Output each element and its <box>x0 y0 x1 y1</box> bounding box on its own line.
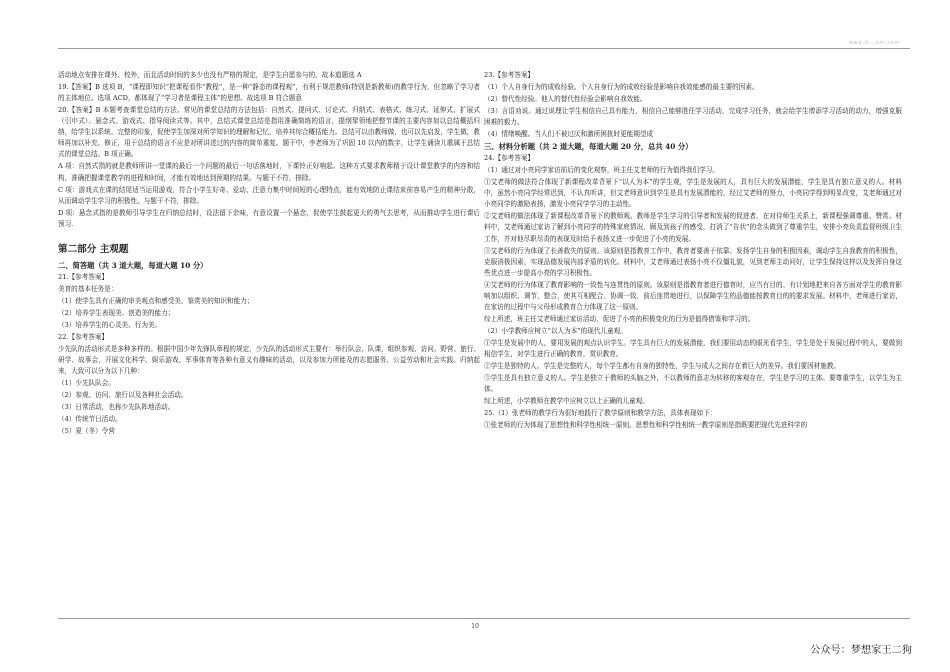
paragraph: 25.（1）张老师的教学行为很好地践行了教学原则和教学方法，具体表现如下： <box>484 408 717 417</box>
paragraph: ③学生是具有独立意义的人。学生是独立于教师的头脑之外，不以教师的意志为转移的客观存在，学生是学习的主体。要尊重学生，以学生为主体。 <box>484 373 902 393</box>
paragraph: 综上所述，小学教师在教学中应树立以上正确的儿童观。 <box>484 396 649 405</box>
paragraph: A 项：自然式指的就是教师所讲一堂课的最后一个问题的最后一句话落地时，下课铃正好响起。这种方式要求教师精于设计课堂教学的内容和结构，准确把握课堂教学的进程和时间，才能有效地达到预期的结果。与题干不符，排除。 <box>58 162 480 182</box>
left-column <box>58 70 480 438</box>
section-heading: 二、简答题（共 3 道大题，每道大题 10 分） <box>58 260 208 270</box>
paragraph: 23.【参考答案】 <box>484 71 535 79</box>
paragraph: 美育的基本任务是： <box>58 284 118 293</box>
paragraph: 21.【参考答案】 <box>58 272 109 281</box>
paragraph: 活动地点安排在课外、校外，而且活动时间的多少也没有严格的规定，是学生自愿参与的，故本道题选 A <box>58 71 362 79</box>
paragraph: 少先队的活动形式是多种多样的。根据中国少年先锋队章程的规定，少先队的活动形式主要有：举行队会、队课，组织参观、访问、野营、旅行、研学、故事会，开展文化科学、娱乐游戏、军事体育等各种有意义有趣味的活动，以及参加力所能及的志愿服务、公益劳动和社会实践。归纳起来，大致可以分为以下几种： <box>58 344 480 376</box>
paragraph: （1）通过对小亮同学家访前后的变化观察，班主任艾老师的行为值得我们学习。 <box>484 166 719 175</box>
paragraph: ①学生是发展中的人，要用发展的观点认识学生。学生具有巨大的发展潜能，我们要用动态的眼光看学生，学生是处于发展过程中的人，要做到相信学生，对学生进行正确的教育，赏识教育。 <box>484 338 902 358</box>
paragraph: （2）替代性经验。他人的替代性经验会影响自我效能。 <box>484 94 647 103</box>
footer-rule <box>58 618 910 619</box>
page-number: 10 <box>471 623 479 630</box>
paragraph: 22.【参考答案】 <box>58 332 109 341</box>
section-title: 第二部分 主观题 <box>58 243 129 255</box>
paragraph: C 项：游戏式在课的结尾适当运用游戏，符合小学生好奇、爱动、注意力集中时间短的心理特点，能有效地防止课结束前容易产生的精神分散，从而调动学生学习的积极性。与题干不符，排除。 <box>58 185 480 205</box>
paragraph: （2）培养学生表现美、创造美的能力； <box>58 308 175 317</box>
paragraph: ①艾老师的做法符合体现了新课程改革背景下“以人为本”的学生观，学生是发展的人，具有巨大的发展潜能，学生是具有独立意义的人。材料中，虽然小亮同学经常迟到，不认真听讲，但艾老师意识到学生是具有发展潜能的，经过艾老师的努力，小亮同学得到明显改变，艾老师通过对小亮同学的激励表扬，激发小亮同学学习的主动性。 <box>484 178 902 209</box>
paragraph: （2）小学教师应树立“以人为本”的现代儿童观。 <box>484 326 627 335</box>
paragraph: （3）言语劝说。通过说理让学生相信自己具有能力，相信自己能够胜任学习活动，完成学习任务，就会给学生增添学习活动的动力，增强克服困难的毅力。 <box>484 106 902 127</box>
paragraph: （2）参观、访问、旅行以及各种社会活动。 <box>58 391 188 400</box>
right-column <box>484 70 902 432</box>
paragraph: ①张老师的行为体现了思想性和科学性相统一原则。思想性和科学性相统一教学原则是指既要把现代先进科学的 <box>484 420 808 429</box>
paragraph: （5）夏（冬）令营 <box>58 426 115 435</box>
paragraph: （3）培养学生的心灵美、行为美。 <box>58 320 162 329</box>
paragraph: （1）使学生具有正确的审美观点和感受美、鉴赏美的知识和能力； <box>58 296 254 305</box>
paragraph: （3）日常活动，也称少先队阵地活动。 <box>58 403 175 411</box>
watermark: www.b...om.com <box>849 40 900 46</box>
paragraph: 20.【答案】B 本题考查课堂总结的方法。常见的课堂总结的方法包括：自然式、提问式、讨论式、归纳式、表格式、练习式、延伸式、扩展式（引申式）、悬念式、游戏式、指导阅读式等。其中，总结式课堂总结是指用准确简练的语言，提纲挈领地把整节课的主要内容加以总结概括归纳，给学生以系统、完整的印象，促使学生加深对所学知识的理解和记忆，培养其综合概括能力。总结可以由教师做，也可以先启发，学生做，教师再加以补充、修正，用于总结的语言不应是对所讲述过的内容的简单重复。题干中，李老师为了巩固 10 以内的数字，让学生诵读儿歌属于总结式的课堂总结。B 项正确。 <box>58 106 480 159</box>
paragraph: ②艾老师的做法体现了新课程改革背景下的教师观。教师是学生学习的引导者和发展的促进者，在对待师生关系上，新课程强调尊重、赞赏。材料中，艾老师通过家访了解到小亮同学的特殊家庭情况，顾及到孩子的感受，打消了“告状”的念头做到了尊重学生，安排小亮负责监督班级卫生工作，并对他尽职尽责的表现及时给予表扬又进一步促进了小亮的发展。 <box>484 212 902 243</box>
section-heading: 三、材料分析题（共 2 道大题，每道大题 20 分，总共 40 分） <box>484 142 693 152</box>
paragraph: ③艾老师的行为体现了长善救失的原则。该原则是指教育工作中，教育者要善于依靠、发扬学生自身的积极因素，调动学生自我教育的积极性，克服消极因素，实现品德发展内部矛盾的转化。材料中，艾老师通过表扬小亮不仅僵礼貌，见到老师主动问好，让学生保持这样以及发挥自身这些优点进一步提高小亮的学习积极性。 <box>484 246 902 277</box>
paragraph: ②学生是独特的人。学生是完整的人，每个学生都有自身的独特性，学生与成人之间存在着巨大的差异。我们要因材施教。 <box>484 361 841 370</box>
paragraph: ④艾老师的行为体现了教育影响的一致性与连贯性的原则。该原则是指教育者进行德育时，应当有目的、有计划地把来自各方面对学生的教育影响加以组织、调节，整合，使其互相配合、协调一致、前后连贯地进行，以保障学生的品德能按教育目的的要求发展。材料中，老师进行家访，在家访的过程中与父母形成教育合力体现了这一原则。 <box>484 280 902 311</box>
paragraph: （1）个人自身行为的成败经验。个人自身行为的成败经验是影响自我效能感的最主要的因素。 <box>484 82 759 91</box>
paragraph: 综上所述，班主任艾老师通过家访活动，促进了小亮的积极变化的行为是值得借鉴和学习的。 <box>484 314 755 323</box>
paragraph: （1）少先队队会。 <box>58 379 115 388</box>
footer-note: 公众号：梦想家王二狗 <box>810 645 912 656</box>
paragraph: （4）传统节日活动。 <box>58 414 122 423</box>
paragraph: （4）情绪唤醒。当人们不被过厌和激所困扰时更能期望成 <box>484 130 654 139</box>
paragraph: 19.【答案】B 选项 B，“课程即知识”把课程看作“教程”，是一种“静态的课程观”，有利于规范教师(特别是新教师)的教学行为，但忽略了学习者的主体地位。选项 ACD，都体现了“学习者是课程主体”的思想。故选项 B 符合题意 <box>58 82 480 103</box>
header-rule <box>58 48 910 49</box>
paragraph: D 项：悬念式指的是教师引导学生在归纳总结时，设法留下余味，有意设置一个悬念，促使学生鼓起更大的勇气去思考，从而推动学生进行课后预习. <box>58 208 480 228</box>
paragraph: 24.【参考答案】 <box>484 154 535 163</box>
